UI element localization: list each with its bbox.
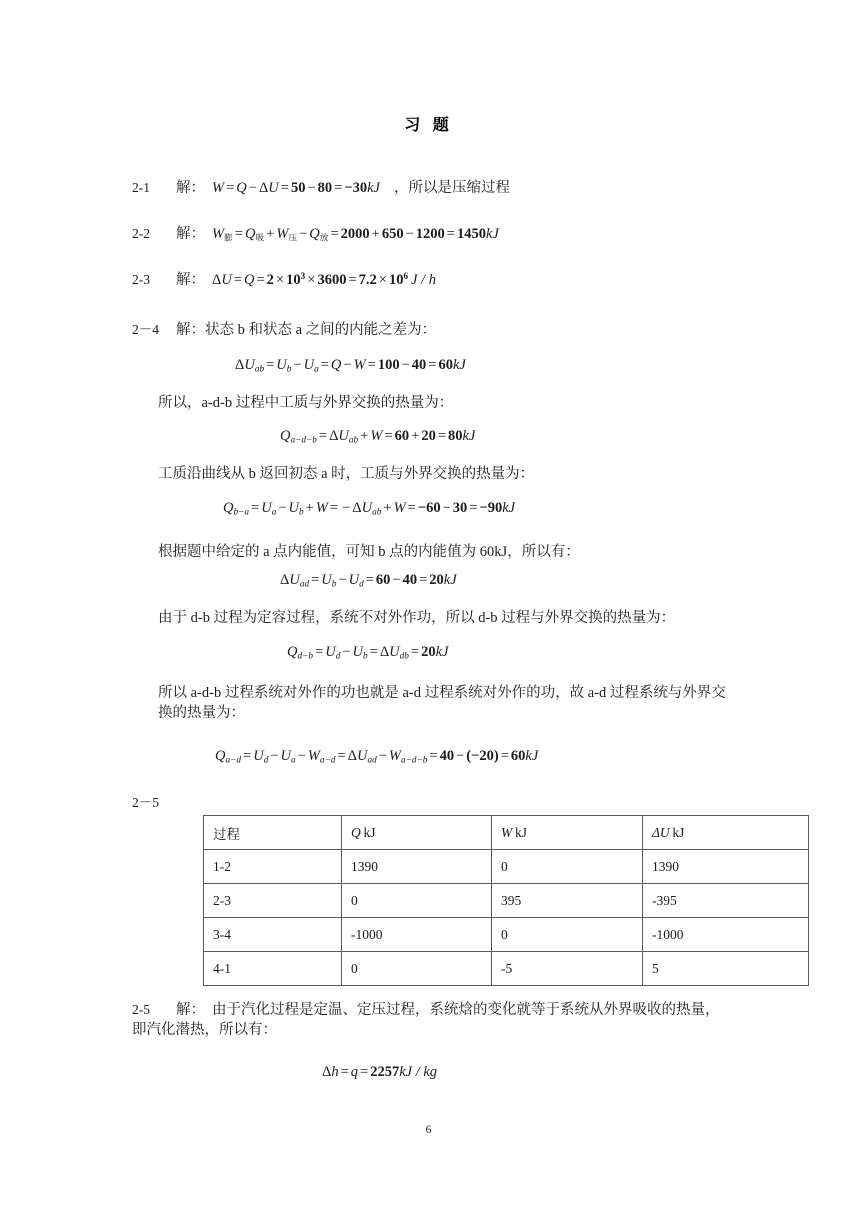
table-row	[204, 918, 809, 952]
cell-Q: 1390	[342, 850, 492, 884]
cell-W: 0	[492, 850, 643, 884]
problem-2-4-equation-5: $Q_{d-b} = U_d - U_b = \Delta U_{db} = 20kJ$	[287, 644, 449, 662]
problem-2-1-note: ，所以是压缩过程	[393, 180, 510, 196]
subscript-press: 压	[288, 232, 298, 243]
problem-2-4-equation-3: $Q_{b-a} = U_a - U_b + W$ = − $\Delta U_{ab} + W = -60 - 30 = -90kJ$	[223, 500, 516, 518]
problem-2-4-equation-6: $Q_{a-d} = U_d - U_a - W_{a-d} = \Delta U_{ad} - W_{a-d-b} = 40 - (-20) = 60kJ$	[215, 748, 539, 766]
problem-2-4-number: 2－4	[132, 322, 159, 337]
problem-2-4-text-e: 由于 d-b 过程为定容过程，系统不对外作功，所以 d-b 过程与外界交换的热量为：	[158, 610, 676, 626]
table-header-row	[204, 816, 809, 850]
cell-Q: 0	[342, 952, 492, 986]
problem-2-4-equation-4: $\Delta U_{ad} = U_b - U_d = 60 - 40 = 20kJ$	[280, 572, 457, 590]
problem-2-1-number: 2-1	[132, 180, 150, 195]
problem-2-2-solution-label: 解：	[176, 226, 205, 242]
problem-2-3	[132, 270, 436, 290]
problem-2-1-solution-label: 解：	[176, 180, 205, 196]
cell-process: 2-3	[204, 884, 342, 918]
cell-W: 0	[492, 918, 643, 952]
table-header-internal-energy: ΔU kJ	[643, 816, 809, 850]
problem-2-4-text-d: 根据题中给定的 a 点内能值，可知 b 点的内能值为 60kJ，所以有：	[158, 544, 580, 560]
page-number: 6	[425, 1122, 432, 1136]
cell-dU: 1390	[643, 850, 809, 884]
problem-2-4-text-b: 所以，a-d-b 过程中工质与外界交换的热量为：	[158, 395, 454, 411]
table-header-process: 过程	[204, 816, 342, 850]
process-table	[203, 815, 809, 986]
problem-2-4-solution-label: 解：	[176, 322, 205, 338]
table-row	[204, 850, 809, 884]
cell-Q: 0	[342, 884, 492, 918]
problem-2-5-equation: Δh = q = 2257kJ / kg	[322, 1064, 438, 1080]
problem-2-3-number: 2-3	[132, 272, 150, 287]
cell-W: 395	[492, 884, 643, 918]
problem-2-4-intro: 状态 b 和状态 a 之间的内能之差为：	[205, 322, 437, 338]
cell-process: 3-4	[204, 918, 342, 952]
problem-2-4-equation-2: $Q_{a-d-b} = \Delta U_{ab} + W = 60 + 20 = 80kJ$	[280, 428, 476, 446]
problem-2-5-solution-label: 解：	[176, 1002, 205, 1018]
table-header-heat: Q kJ	[342, 816, 492, 850]
problem-2-2-number: 2-2	[132, 226, 150, 241]
cell-W: -5	[492, 952, 643, 986]
cell-dU: 5	[643, 952, 809, 986]
problem-2-5	[132, 1000, 732, 1040]
process-table-wrapper	[203, 815, 732, 986]
table-row	[204, 884, 809, 918]
cell-Q: -1000	[342, 918, 492, 952]
cell-process: 4-1	[204, 952, 342, 986]
problem-2-5-text: 由于汽化过程是定温、定压过程，系统焓的变化就等于系统从外界吸收的热量，即汽化潜热，所以有：	[132, 1002, 720, 1038]
problem-2-4-text-f: 所以 a-d-b 过程系统对外作的功也就是 a-d 过程系统对外作的功，故 a-d 过程系统与外界交换的热量为：	[158, 685, 726, 721]
problem-2-1	[132, 178, 510, 198]
problem-2-5-table-label: 2－5	[132, 795, 159, 810]
cell-process: 1-2	[204, 850, 342, 884]
subscript-release: 放	[319, 232, 329, 243]
problem-2-2-equation: $W_膨 = Q_吸 + W_压 - Q_放 = 2000 + 650 - 1200 = 1450kJ$	[212, 226, 499, 243]
problem-2-4-text-c: 工质沿曲线从 b 返回初态 a 时，工质与外界交换的热量为：	[158, 466, 535, 482]
table-row	[204, 952, 809, 986]
cell-dU: -1000	[643, 918, 809, 952]
subscript-absorb: 吸	[255, 232, 265, 243]
problem-2-2	[132, 224, 499, 244]
problem-2-5-number: 2-5	[132, 1002, 150, 1017]
page-title: 习 题	[404, 117, 453, 134]
problem-2-1-equation: W = Q − ΔU = 50 − 80 = −30kJ	[212, 180, 380, 196]
subscript-expand: 膨	[224, 232, 233, 243]
problem-2-3-equation: $\Delta U = Q = 2 \times 10^3 \times 3600 = 7.2 \times 10^6$ J / h	[212, 272, 436, 288]
cell-dU: -395	[643, 884, 809, 918]
problem-2-3-solution-label: 解：	[176, 272, 205, 288]
problem-2-4-equation-1: $\Delta U_{ab} = U_b - U_a = Q - W = 100 - 40 = 60kJ$	[235, 357, 466, 375]
table-header-work: W kJ	[492, 816, 643, 850]
problem-2-4	[132, 320, 436, 340]
